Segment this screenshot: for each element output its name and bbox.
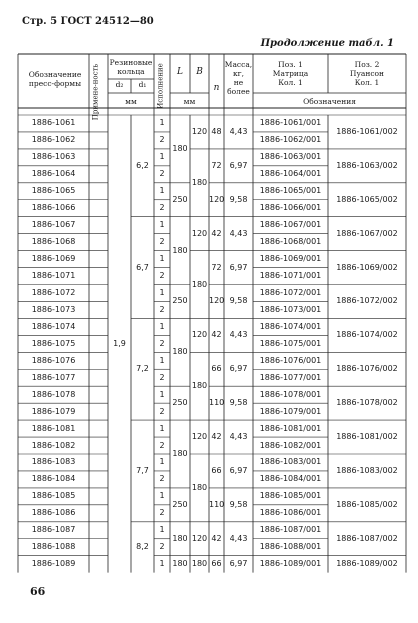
mass-value: 9,58	[229, 296, 248, 306]
mass-value: 9,58	[229, 194, 248, 204]
execution-number: 1	[159, 423, 165, 433]
execution-number: 2	[159, 169, 165, 179]
mold-designation: 1886-1086	[31, 508, 76, 518]
matrix-designation: 1886-1078/001	[259, 389, 322, 399]
matrix-designation: 1886-1075/001	[259, 338, 322, 348]
l-value: 250	[172, 194, 188, 204]
b-value: 120	[191, 533, 208, 543]
b-value: 180	[191, 559, 208, 569]
execution-number: 1	[159, 321, 165, 331]
matrix-designation: 1886-1081/001	[259, 423, 322, 433]
execution-number: 1	[159, 118, 165, 128]
execution-number: 2	[159, 440, 165, 450]
matrix-designation: 1886-1065/001	[259, 186, 322, 196]
mass-value: 9,58	[229, 398, 248, 408]
mold-designation: 1886-1061	[31, 118, 76, 128]
l-value: 180	[172, 559, 188, 569]
header-execution: Исполнение	[156, 63, 165, 109]
page-number: 66	[30, 585, 46, 598]
mass-value: 6,97	[229, 160, 248, 170]
execution-number: 1	[159, 355, 165, 365]
execution-number: 2	[159, 508, 165, 518]
mass-value: 9,58	[229, 499, 248, 509]
mold-designation: 1886-1085	[31, 491, 76, 501]
mass-value: 4,43	[229, 432, 248, 442]
mass-value: 4,43	[229, 126, 248, 136]
mass-value: 6,97	[229, 559, 248, 569]
mold-designation: 1886-1081	[31, 423, 76, 433]
matrix-designation: 1886-1073/001	[259, 304, 322, 314]
l-value: 180	[172, 449, 188, 458]
execution-number: 2	[159, 304, 165, 314]
b-value: 180	[191, 482, 208, 492]
execution-number: 1	[159, 152, 165, 162]
mold-designation: 1886-1075	[31, 338, 76, 348]
punch-designation: 1886-1089/002	[336, 559, 398, 569]
mold-designation: 1886-1084	[31, 474, 76, 484]
l-value: 180	[172, 143, 188, 153]
execution-number: 1	[159, 287, 165, 297]
n-value: 42	[211, 432, 222, 442]
mold-designation: 1886-1066	[31, 203, 76, 213]
header-mass: Масса, кг, не более	[224, 60, 253, 96]
b-value: 120	[191, 432, 208, 442]
header-pos1: Поз. 1 Матрица Кол. 1	[272, 60, 309, 87]
header-rings: Резиновые кольца	[109, 58, 153, 76]
n-value: 120	[209, 296, 225, 306]
l-value: 250	[172, 296, 188, 306]
header-pos2: Поз. 2 Пуансон Кол. 1	[349, 60, 385, 87]
matrix-designation: 1886-1079/001	[259, 406, 322, 416]
matrix-designation: 1886-1085/001	[259, 491, 322, 501]
mold-designation: 1886-1077	[31, 372, 76, 382]
page-header-left: Стр. 5 ГОСТ 24512—80	[22, 16, 154, 27]
matrix-designation: 1886-1066/001	[259, 203, 322, 213]
l-value: 180	[172, 347, 188, 357]
mold-designation: 1886-1063	[31, 152, 76, 162]
d1-value: 8,2	[136, 542, 149, 552]
d1-value: 6,7	[136, 262, 149, 272]
mold-designation: 1886-1062	[31, 135, 76, 145]
execution-number: 2	[159, 474, 165, 484]
matrix-designation: 1886-1086/001	[259, 508, 322, 518]
punch-designation: 1886-1085/002	[336, 499, 398, 509]
mold-designation: 1886-1073	[31, 304, 76, 314]
matrix-designation: 1886-1087/001	[259, 525, 322, 535]
mold-designation: 1886-1083	[31, 457, 76, 467]
n-value: 66	[211, 465, 222, 475]
execution-number: 2	[159, 542, 165, 552]
header-L: L	[177, 67, 183, 77]
matrix-designation: 1886-1062/001	[259, 135, 322, 145]
mass-value: 6,97	[229, 262, 248, 272]
matrix-designation: 1886-1082/001	[259, 440, 322, 450]
mold-designation: 1886-1074	[31, 321, 76, 331]
l-value: 250	[172, 499, 188, 509]
punch-designation: 1886-1072/002	[336, 296, 398, 306]
d1-value: 7,2	[136, 364, 149, 374]
mold-designation: 1886-1065	[31, 186, 76, 196]
mold-designation: 1886-1071	[31, 271, 76, 281]
execution-number: 1	[159, 389, 165, 399]
execution-number: 1	[159, 491, 165, 501]
table-continuation-title: Продолжение табл. 1	[260, 38, 394, 49]
matrix-designation: 1886-1063/001	[259, 152, 322, 162]
mold-designation: 1886-1064	[31, 169, 76, 179]
punch-designation: 1886-1083/002	[336, 465, 398, 475]
header-mm: мм	[125, 97, 137, 106]
matrix-designation: 1886-1067/001	[259, 220, 322, 230]
mold-designation: 1886-1068	[31, 237, 76, 247]
n-value: 72	[211, 160, 222, 170]
n-value: 42	[211, 330, 222, 340]
l-value: 180	[172, 245, 188, 255]
execution-number: 1	[159, 220, 165, 230]
punch-designation: 1886-1069/002	[336, 262, 398, 272]
punch-designation: 1886-1065/002	[336, 194, 398, 204]
n-value: 42	[211, 228, 222, 238]
b-value: 180	[191, 279, 208, 289]
execution-number: 2	[159, 338, 165, 348]
mold-designation: 1886-1088	[31, 542, 76, 552]
l-value: 250	[172, 398, 188, 408]
execution-number: 2	[159, 271, 165, 281]
mass-value: 4,43	[229, 228, 248, 238]
punch-designation: 1886-1078/002	[336, 398, 398, 408]
n-value: 48	[211, 126, 222, 136]
b-value: 120	[191, 228, 208, 238]
mass-value: 4,43	[229, 533, 248, 543]
header-designations: Обозначения	[303, 97, 356, 106]
n-value: 72	[211, 262, 222, 272]
punch-designation: 1886-1076/002	[336, 364, 398, 374]
punch-designation: 1886-1063/002	[336, 160, 398, 170]
matrix-designation: 1886-1088/001	[259, 542, 322, 552]
mold-designation: 1886-1076	[31, 355, 76, 365]
mold-designation: 1886-1082	[31, 440, 76, 450]
punch-designation: 1886-1061/002	[336, 126, 398, 136]
header-n: n	[213, 83, 220, 93]
punch-designation: 1886-1081/002	[336, 432, 398, 442]
mold-designation: 1886-1072	[31, 287, 76, 297]
n-value: 120	[209, 194, 225, 204]
b-value: 120	[191, 330, 208, 340]
b-value: 180	[191, 177, 208, 187]
matrix-designation: 1886-1071/001	[259, 271, 322, 281]
execution-number: 1	[159, 559, 165, 569]
mass-value: 4,43	[229, 330, 248, 340]
matrix-designation: 1886-1083/001	[259, 457, 322, 467]
execution-number: 2	[159, 406, 165, 416]
mold-designation: 1886-1069	[31, 254, 76, 264]
d1-value: 7,7	[136, 465, 149, 475]
header-mm-lb: мм	[183, 97, 196, 106]
d1-value: 6,2	[136, 160, 149, 170]
execution-number: 2	[159, 237, 165, 247]
matrix-designation: 1886-1061/001	[259, 118, 322, 128]
matrix-designation: 1886-1076/001	[259, 355, 322, 365]
execution-number: 1	[159, 525, 165, 535]
d2-value: 1,9	[113, 338, 126, 348]
b-value: 120	[191, 126, 208, 136]
punch-designation: 1886-1087/002	[336, 533, 398, 543]
l-value: 180	[172, 533, 188, 543]
matrix-designation: 1886-1074/001	[259, 321, 322, 331]
n-value: 110	[209, 398, 225, 408]
execution-number: 2	[159, 203, 165, 213]
n-value: 66	[211, 559, 222, 569]
matrix-designation: 1886-1068/001	[259, 237, 322, 247]
b-value: 180	[191, 381, 208, 391]
n-value: 66	[211, 364, 222, 374]
punch-designation: 1886-1067/002	[336, 228, 398, 238]
mold-designation: 1886-1078	[31, 389, 76, 399]
execution-number: 1	[159, 254, 165, 264]
matrix-designation: 1886-1084/001	[259, 474, 322, 484]
header-d2: d₂	[115, 80, 124, 89]
mold-designation: 1886-1079	[31, 406, 76, 416]
execution-number: 1	[159, 186, 165, 196]
header-d1: d₁	[138, 80, 147, 89]
matrix-designation: 1886-1089/001	[259, 559, 322, 569]
mold-designation: 1886-1087	[31, 525, 76, 535]
punch-designation: 1886-1074/002	[336, 330, 398, 340]
n-value: 110	[209, 499, 225, 509]
execution-number: 2	[159, 372, 165, 382]
mold-designation: 1886-1067	[31, 220, 76, 230]
header-usage: Примене-ность	[91, 63, 100, 121]
mass-value: 6,97	[229, 364, 248, 374]
header-B: B	[196, 67, 203, 77]
matrix-designation: 1886-1064/001	[259, 169, 322, 179]
n-value: 42	[211, 533, 222, 543]
mass-value: 6,97	[229, 465, 248, 475]
execution-number: 1	[159, 457, 165, 467]
matrix-designation: 1886-1077/001	[259, 372, 322, 382]
mold-designation: 1886-1089	[31, 559, 76, 569]
header-designation: Обозначение пресс-формы	[28, 70, 82, 88]
matrix-designation: 1886-1069/001	[259, 254, 322, 264]
matrix-designation: 1886-1072/001	[259, 287, 322, 297]
execution-number: 2	[159, 135, 165, 145]
